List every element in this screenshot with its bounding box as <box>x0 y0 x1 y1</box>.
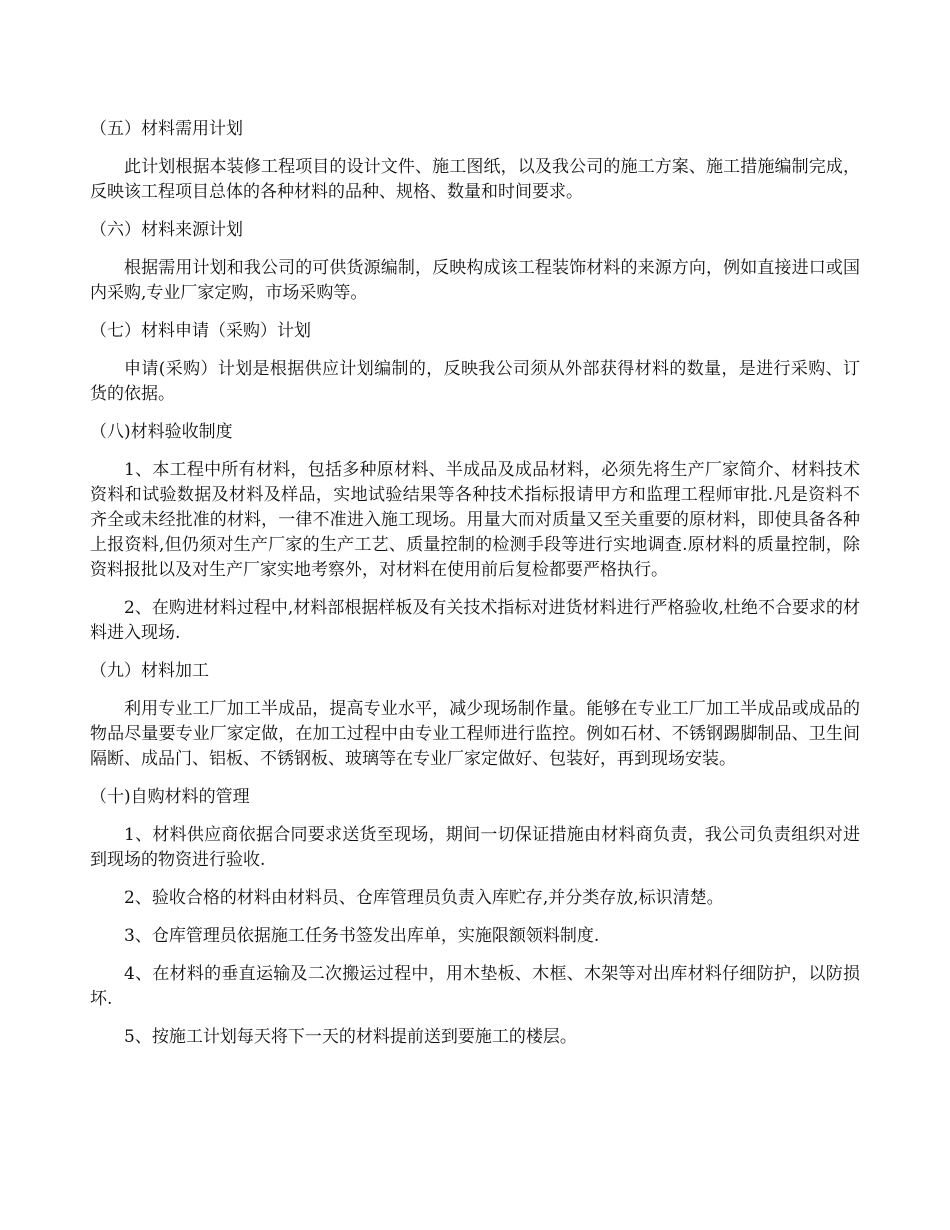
section-heading: （八)材料验收制度 <box>90 422 233 442</box>
paragraph: 2、在购进材料过程中,材料部根据样板及有关技术指标对进货材料进行严格验收,杜绝不合要求的材料进入现场. <box>90 598 860 643</box>
section-8 <box>90 420 860 646</box>
document-page <box>90 117 860 1063</box>
paragraph: 3、仓库管理员依据施工任务书签发出库单，实施限额领料制度. <box>124 926 600 946</box>
section-heading: （十)自购材料的管理 <box>90 787 250 807</box>
section-heading: （七）材料申请（采购）计划 <box>90 321 311 341</box>
section-heading: （五）材料需用计划 <box>90 119 243 139</box>
paragraph: 2、验收合格的材料由材料员、仓库管理员负责入库贮存,并分类存放,标识清楚。 <box>124 888 724 908</box>
paragraph: 1、材料供应商依据合同要求送货至现场，期间一切保证措施由材料商负责，我公司负责组织对进到现场的物资进行验收. <box>90 825 860 870</box>
section-5 <box>90 117 860 205</box>
section-7 <box>90 319 860 407</box>
paragraph: 1、本工程中所有材料，包括多种原材料、半成品及成品材料，必须先将生产厂家简介、材料技术资料和试验数据及材料及样品，实地试验结果等各种技术指标报请甲方和监理工程师审批.凡是资料不齐全或未经批准的材料，一律不准进入施工现场。用量大而对质量又至关重要的原材料，即使具备各种上报资料,但仍须对生产厂家的生产工艺、质量控制的检测手段等进行实地调查.原材料的质量控制，除资料报批以及对生产厂家实地考察外，对材料在使用前后复检都要严格执行。 <box>90 460 860 580</box>
paragraph: 申请(采购）计划是根据供应计划编制的，反映我公司须从外部获得材料的数量，是进行采购、订货的依据。 <box>90 359 860 404</box>
section-heading: （六）材料来源计划 <box>90 220 243 240</box>
paragraph: 根据需用计划和我公司的可供货源编制，反映构成该工程装饰材料的来源方向，例如直接进口或国内采购,专业厂家定购，市场采购等。 <box>90 258 860 303</box>
paragraph: 利用专业工厂加工半成品，提高专业水平，减少现场制作量。能够在专业工厂加工半成品或成品的物品尽量要专业厂家定做，在加工过程中由专业工程师进行监控。例如石材、不锈钢踢脚制品、卫生间隔断、成品门、铝板、不锈钢板、玻璃等在专业厂家定做好、包装好，再到现场安装。 <box>90 699 860 769</box>
paragraph: 5、按施工计划每天将下一天的材料提前送到要施工的楼层。 <box>124 1027 577 1047</box>
paragraph: 4、在材料的垂直运输及二次搬运过程中，用木垫板、木框、木架等对出库材料仔细防护，以防损坏. <box>90 964 860 1009</box>
section-9 <box>90 659 860 772</box>
section-heading: （九）材料加工 <box>90 661 209 681</box>
section-6 <box>90 218 860 306</box>
section-10 <box>90 785 860 1050</box>
paragraph: 此计划根据本装修工程项目的设计文件、施工图纸，以及我公司的施工方案、施工措施编制完成，反映该工程项目总体的各种材料的品种、规格、数量和时间要求。 <box>90 157 860 202</box>
